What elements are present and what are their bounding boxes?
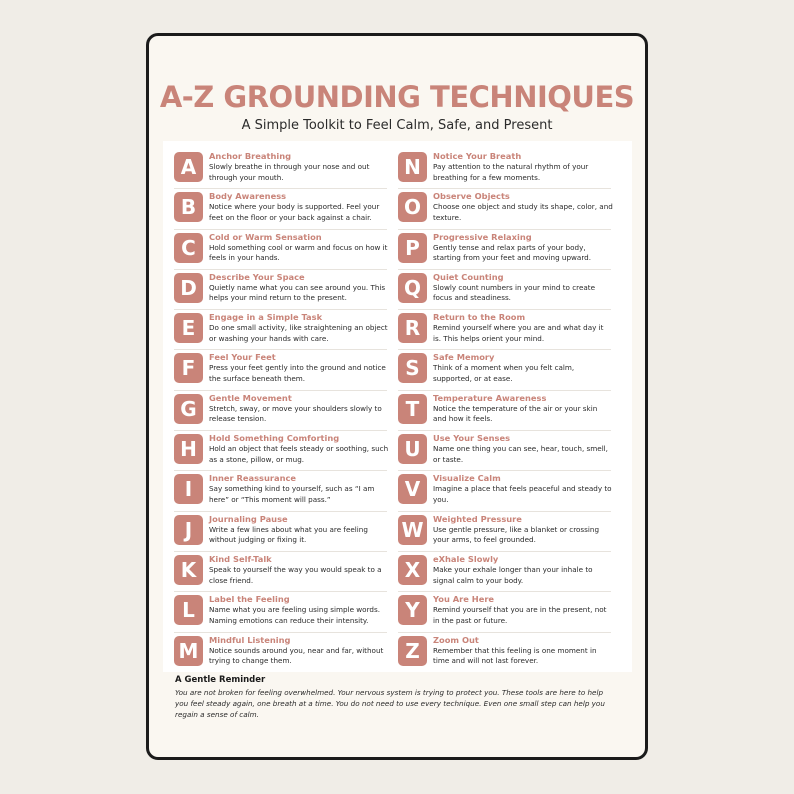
technique-item-l <box>174 592 387 632</box>
technique-item-t <box>398 391 611 431</box>
page-title: A-Z GROUNDING TECHNIQUES <box>159 80 635 114</box>
technique-description: Make your exhale longer than your inhale to signal calm to your body. <box>433 564 593 585</box>
technique-description: Remind yourself that you are in the present, not in the past or future. <box>433 605 607 625</box>
page-subtitle: A Simple Toolkit to Feel Calm, Safe, and Present <box>241 118 553 133</box>
technique-item-d <box>174 270 387 310</box>
technique-name: Progressive Relaxing <box>433 231 532 242</box>
technique-name: Observe Objects <box>433 191 510 202</box>
technique-description: Write a few lines about what you are feeling without judging or fixing it. <box>209 524 368 545</box>
technique-name: Feel Your Feet <box>209 352 276 363</box>
technique-item-u <box>398 431 611 471</box>
technique-name: eXhale Slowly <box>433 553 499 564</box>
technique-name: Inner Reassurance <box>209 473 297 484</box>
technique-name: Temperature Awareness <box>433 392 547 403</box>
technique-item-h <box>174 431 387 471</box>
technique-item-y <box>398 592 611 632</box>
letter-badge: O <box>398 192 427 222</box>
technique-name: Body Awareness <box>209 191 287 202</box>
technique-name: Visualize Calm <box>433 473 501 484</box>
technique-item-k <box>174 552 387 592</box>
letter-badge: F <box>174 353 203 383</box>
technique-item-c <box>174 230 387 270</box>
technique-name: Anchor Breathing <box>209 151 292 161</box>
techniques-panel <box>163 141 632 672</box>
letter-badge: C <box>174 233 203 263</box>
technique-name: Kind Self-Talk <box>209 553 272 564</box>
letter-badge: Q <box>398 273 427 303</box>
letter-badge: J <box>174 515 203 545</box>
letter-badge: B <box>174 192 203 222</box>
technique-description: Hold something cool or warm and focus on how it feels in your hands. <box>209 242 388 263</box>
technique-item-i <box>174 471 387 511</box>
techniques-column-a-to-m <box>174 149 387 673</box>
technique-item-m <box>174 633 387 673</box>
letter-badge: Y <box>398 595 427 625</box>
technique-description: Press your feet gently into the ground and notice the surface beneath them. <box>209 363 386 384</box>
letter-badge: W <box>398 515 427 545</box>
technique-item-j <box>174 512 387 552</box>
worksheet-card <box>146 33 648 760</box>
technique-item-b <box>174 189 387 229</box>
letter-badge: E <box>174 313 203 343</box>
technique-name: Mindful Listening <box>209 634 291 645</box>
technique-item-w <box>398 512 611 552</box>
letter-badge: G <box>174 394 203 424</box>
letter-badge: Z <box>398 636 427 666</box>
technique-name: Safe Memory <box>433 352 495 363</box>
technique-name: Journaling Pause <box>209 513 288 524</box>
letter-badge: N <box>398 152 427 182</box>
technique-item-e <box>174 310 387 350</box>
technique-description: Notice where your body is supported. Feel your feet on the floor or your back against a chair. <box>209 202 380 222</box>
technique-description: Notice the temperature of the air or your skin and how it feels. <box>433 403 598 424</box>
technique-item-f <box>174 350 387 390</box>
technique-name: Quiet Counting <box>433 271 504 282</box>
letter-badge: H <box>174 434 203 464</box>
letter-badge: I <box>174 474 203 504</box>
letter-badge: D <box>174 273 203 303</box>
technique-name: You Are Here <box>433 594 495 605</box>
technique-name: Zoom Out <box>433 634 479 645</box>
technique-description: Name one thing you can see, hear, touch, smell, or taste. <box>433 444 608 464</box>
technique-description: Choose one object and study its shape, color, and texture. <box>433 202 613 222</box>
technique-item-p <box>398 230 611 270</box>
technique-name: Use Your Senses <box>433 433 511 444</box>
technique-item-n <box>398 149 611 189</box>
reminder-body: You are not broken for feeling overwhelmed. Your nervous system is trying to protect you. These tools are here to help you feel steady again, one breath at a time. You do not need to use every technique. Even one small step can help you regain a sense of calm. <box>175 688 605 719</box>
technique-name: Weighted Pressure <box>433 513 522 524</box>
technique-description: Remember that this feeling is one moment in time and will not last forever. <box>433 645 597 666</box>
letter-badge: A <box>174 152 203 182</box>
technique-description: Name what you are feeling using simple words. Naming emotions can reduce their intensity. <box>209 605 381 625</box>
technique-description: Speak to yourself the way you would speak to a close friend. <box>209 564 382 585</box>
technique-item-x <box>398 552 611 592</box>
letter-badge: X <box>398 555 427 585</box>
technique-item-g <box>174 391 387 431</box>
letter-badge: P <box>398 233 427 263</box>
letter-badge: R <box>398 313 427 343</box>
technique-name: Label the Feeling <box>209 594 290 605</box>
letter-badge: S <box>398 353 427 383</box>
technique-description: Notice sounds around you, near and far, without trying to change them. <box>209 645 384 666</box>
technique-name: Describe Your Space <box>209 271 305 282</box>
technique-item-q <box>398 270 611 310</box>
technique-description: Stretch, sway, or move your shoulders slowly to release tension. <box>209 403 382 424</box>
technique-item-r <box>398 310 611 350</box>
technique-name: Return to the Room <box>433 312 526 323</box>
letter-badge: T <box>398 394 427 424</box>
technique-description: Remind yourself where you are and what day it is. This helps orient your mind. <box>433 323 604 343</box>
technique-name: Engage in a Simple Task <box>209 312 323 323</box>
technique-item-o <box>398 189 611 229</box>
reminder-title: A Gentle Reminder <box>175 675 266 685</box>
technique-name: Hold Something Comforting <box>209 433 340 444</box>
technique-item-s <box>398 350 611 390</box>
technique-name: Notice Your Breath <box>433 151 522 161</box>
technique-name: Cold or Warm Sensation <box>209 231 322 242</box>
technique-description: Say something kind to yourself, such as “I am here” or “This moment will pass.” <box>209 484 375 504</box>
technique-description: Hold an object that feels steady or soothing, such as a stone, pillow, or mug. <box>209 444 389 464</box>
letter-badge: U <box>398 434 427 464</box>
technique-name: Gentle Movement <box>209 392 292 403</box>
letter-badge: V <box>398 474 427 504</box>
technique-item-a <box>174 149 387 189</box>
technique-description: Think of a moment when you felt calm, supported, or at ease. <box>433 363 575 384</box>
technique-description: Use gentle pressure, like a blanket or crossing your arms, to feel grounded. <box>433 524 600 545</box>
letter-badge: K <box>174 555 203 585</box>
technique-item-v <box>398 471 611 511</box>
technique-description: Slowly breathe in through your nose and out through your mouth. <box>209 162 370 182</box>
letter-badge: M <box>174 636 203 666</box>
techniques-column-n-to-z <box>398 149 611 673</box>
technique-description: Pay attention to the natural rhythm of your breathing for a few moments. <box>433 162 589 182</box>
letter-badge: L <box>174 595 203 625</box>
technique-description: Quietly name what you can see around you. This helps your mind return to the present. <box>209 282 386 303</box>
technique-description: Do one small activity, like straightening an object or washing your hands with care. <box>209 323 388 343</box>
technique-description: Gently tense and relax parts of your body, starting from your feet and moving upward. <box>433 242 592 263</box>
technique-description: Slowly count numbers in your mind to create focus and steadiness. <box>433 282 596 303</box>
technique-item-z <box>398 633 611 673</box>
technique-description: Imagine a place that feels peaceful and steady to you. <box>433 484 612 504</box>
